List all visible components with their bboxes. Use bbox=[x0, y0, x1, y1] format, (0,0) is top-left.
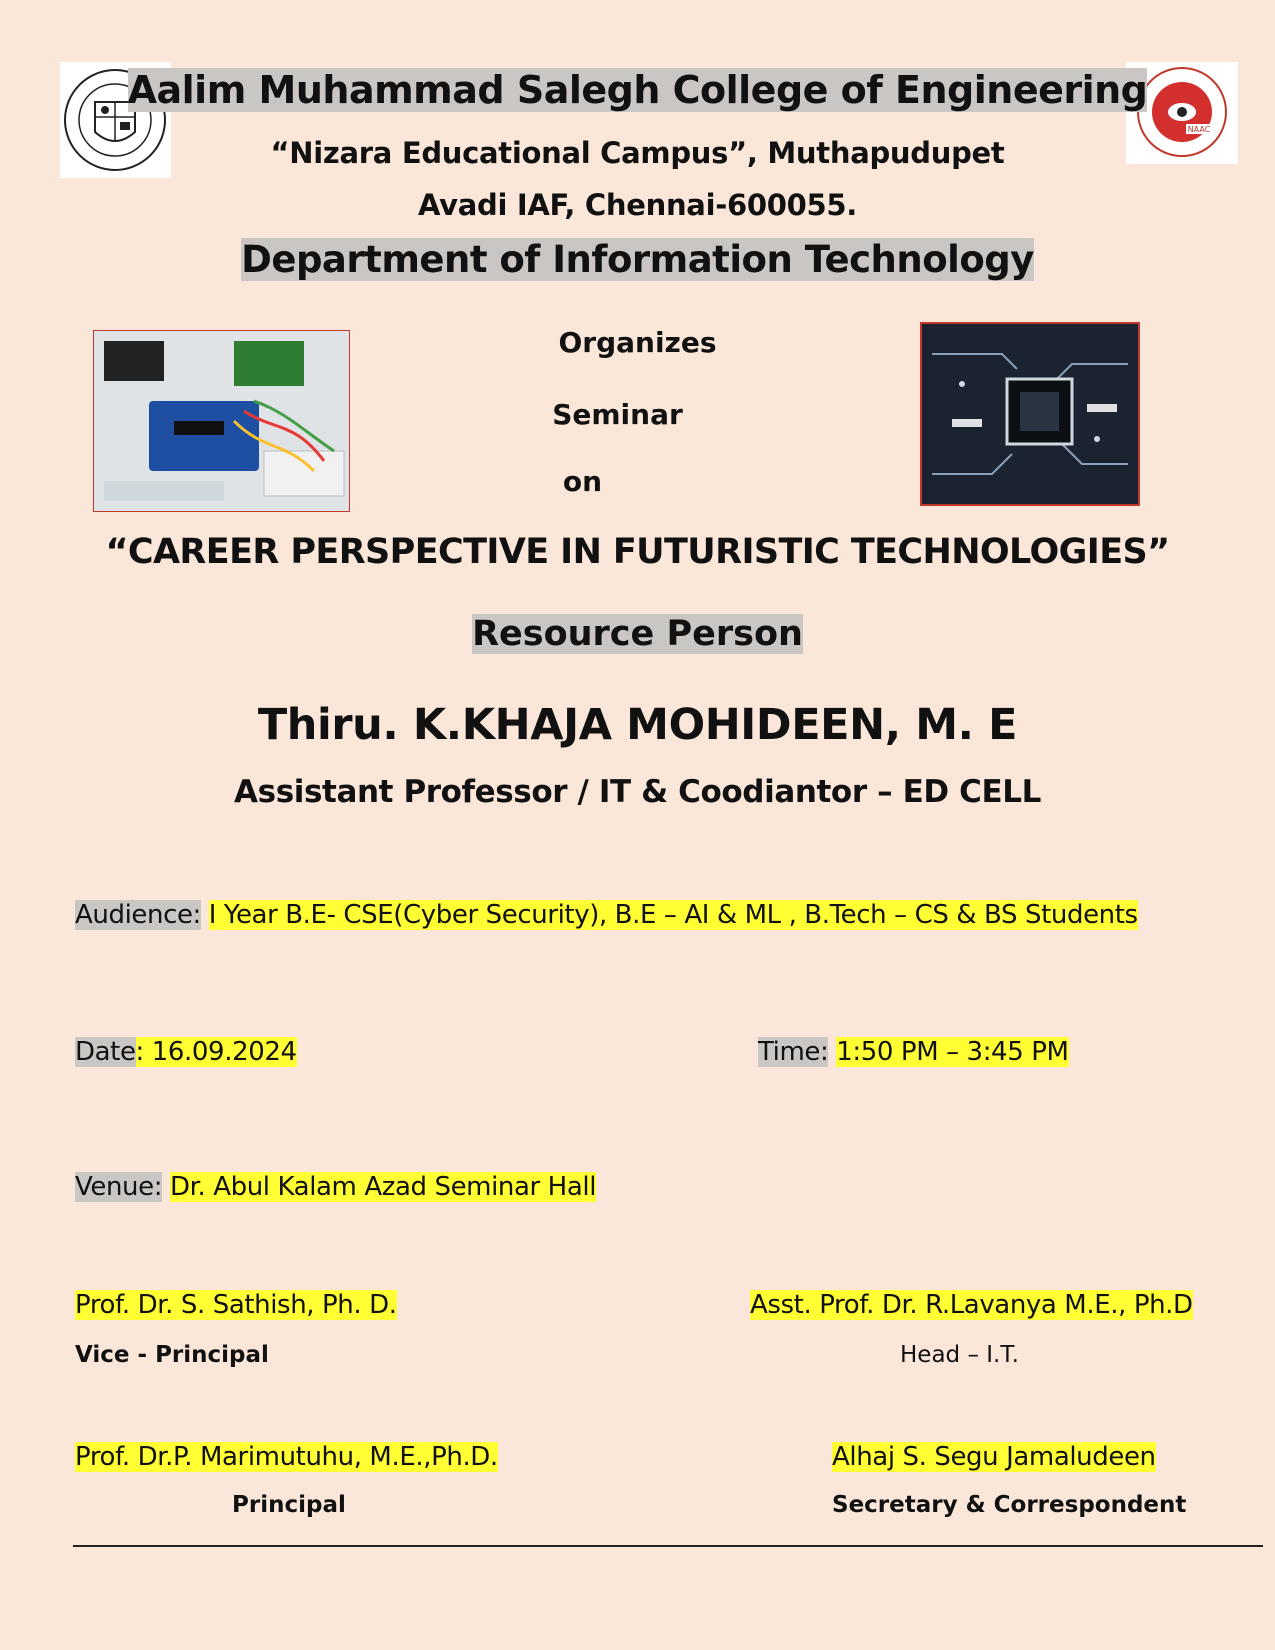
secretary-name bbox=[832, 1442, 1156, 1472]
venue-label: Venue: bbox=[75, 1172, 163, 1202]
date-value: : 16.09.2024 bbox=[135, 1037, 297, 1067]
date-row bbox=[75, 1037, 297, 1067]
college-name-text: Aalim Muhammad Salegh College of Engineering bbox=[127, 68, 1148, 112]
audience-label: Audience: bbox=[75, 900, 201, 930]
city-line: Avadi IAF, Chennai-600055. bbox=[418, 188, 857, 222]
vice-principal-name-text: Prof. Dr. S. Sathish, Ph. D. bbox=[75, 1290, 397, 1320]
on-text: on bbox=[562, 465, 603, 498]
speaker-role: Assistant Professor / IT & Coodiantor – ED CELL bbox=[234, 774, 1041, 810]
principal-name-text: Prof. Dr.P. Marimutuhu, M.E.,Ph.D. bbox=[75, 1442, 498, 1472]
audience-value: I Year B.E- CSE(Cyber Security), B.E – AI & ML , B.Tech – CS & BS Students bbox=[208, 900, 1138, 930]
time-value: 1:50 PM – 3:45 PM bbox=[836, 1037, 1069, 1067]
naac-logo-text: NAAC bbox=[1187, 125, 1211, 134]
speaker-name: Thiru. K.KHAJA MOHIDEEN, M. E bbox=[257, 700, 1018, 750]
seminar-title: “CAREER PERSPECTIVE IN FUTURISTIC TECHNOLOGIES” bbox=[105, 532, 1170, 572]
secretary-name-text: Alhaj S. Segu Jamaludeen bbox=[832, 1442, 1156, 1472]
date-label: Date bbox=[75, 1037, 136, 1067]
venue-value: Dr. Abul Kalam Azad Seminar Hall bbox=[169, 1172, 597, 1202]
campus-line: “Nizara Educational Campus”, Muthapudupet bbox=[270, 136, 1005, 170]
principal-name bbox=[75, 1442, 498, 1472]
department-name bbox=[0, 238, 1275, 281]
hod-title: Head – I.T. bbox=[900, 1342, 1019, 1368]
principal-title: Principal bbox=[232, 1492, 346, 1518]
college-name bbox=[0, 68, 1275, 112]
vice-principal-title: Vice - Principal bbox=[75, 1342, 269, 1368]
seminar-text: Seminar bbox=[552, 398, 683, 431]
department-name-text: Department of Information Technology bbox=[241, 238, 1034, 281]
footer-rule bbox=[73, 1545, 1263, 1547]
audience-row bbox=[75, 900, 1138, 930]
secretary-title: Secretary & Correspondent bbox=[832, 1492, 1187, 1518]
resource-person-label bbox=[0, 614, 1275, 654]
hod-name bbox=[750, 1290, 1193, 1320]
organizes-text: Organizes bbox=[558, 326, 717, 359]
time-label: Time: bbox=[758, 1037, 829, 1067]
venue-row bbox=[75, 1172, 596, 1202]
resource-person-label-text: Resource Person bbox=[472, 614, 803, 654]
vice-principal-name bbox=[75, 1290, 397, 1320]
hod-name-text: Asst. Prof. Dr. R.Lavanya M.E., Ph.D bbox=[750, 1290, 1193, 1320]
time-row bbox=[758, 1037, 1069, 1067]
